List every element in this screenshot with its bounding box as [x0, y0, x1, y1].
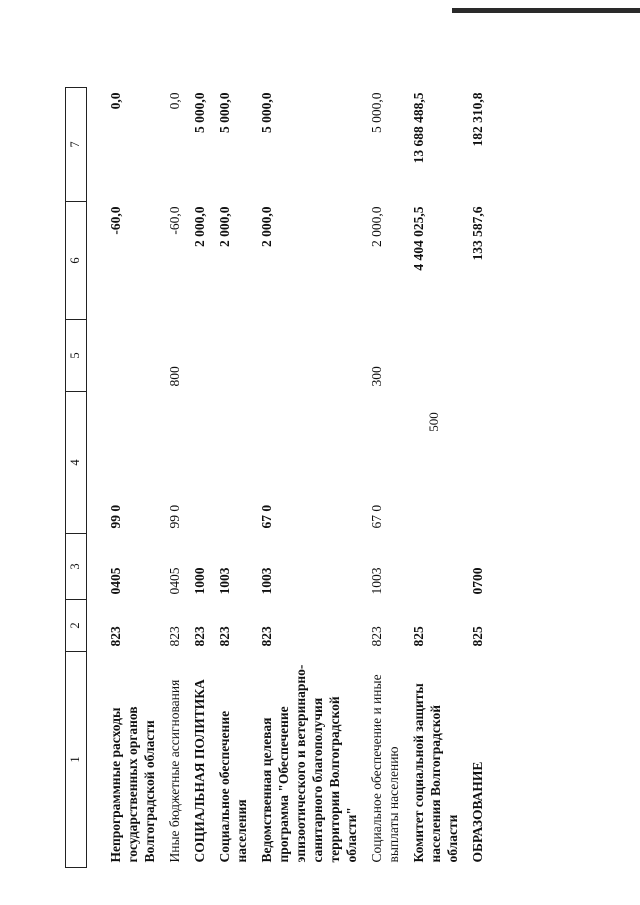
row-code: 823: [192, 626, 207, 647]
row-name: Социальное обеспечение и иные выплаты населению: [369, 674, 401, 863]
row-name: Непрограммные расходы государственных органов Волгоградской области: [108, 706, 157, 863]
table-row: [408, 88, 467, 868]
row-target: 67 0: [259, 504, 274, 529]
row-amount-a: 133 587,6: [470, 206, 485, 261]
row-name: Ведомственная целевая программа "Обеспечение эпизоотического и ветеринарно-санитарного благополучия территории Волгоградской области": [259, 664, 359, 863]
row-amount-b: 0,0: [108, 92, 123, 110]
row-amount-a: 2 000,0: [259, 206, 274, 247]
row-expense-type: [87, 320, 165, 392]
row-amount-b: 5 000,0: [192, 92, 207, 133]
column-header: 6: [66, 202, 87, 320]
row-section: 0700: [470, 567, 485, 595]
page-number: 500: [426, 412, 441, 432]
row-amount-b: 5 000,0: [217, 92, 232, 133]
row-section: 1003: [217, 567, 232, 595]
row-code: 823: [167, 626, 182, 647]
row-section: 0405: [167, 567, 182, 595]
row-amount-a: 2 000,0: [369, 206, 384, 247]
row-amount-a: 2 000,0: [192, 206, 207, 247]
table-row: [256, 88, 366, 868]
row-expense-type: [467, 320, 492, 392]
scan-edge: [452, 8, 640, 13]
table-row: [87, 88, 165, 868]
row-code: 823: [217, 626, 232, 647]
column-header: 7: [66, 88, 87, 202]
row-amount-b: 13 688 488,5: [411, 92, 426, 164]
table-row: [467, 88, 492, 868]
row-code: 823: [259, 626, 274, 647]
column-header: 4: [66, 392, 87, 534]
row-section: 1003: [369, 567, 384, 595]
row-expense-type: 800: [167, 366, 182, 387]
row-section: [408, 534, 467, 600]
row-section: 1000: [192, 567, 207, 595]
column-header: 5: [66, 320, 87, 392]
row-name: Иные бюджетные ассигнования: [167, 679, 182, 863]
table-row: [189, 88, 214, 868]
row-expense-type: 300: [369, 366, 384, 387]
column-header: 2: [66, 600, 87, 652]
row-name: СОЦИАЛЬНАЯ ПОЛИТИКА: [192, 679, 207, 863]
table-row: [164, 88, 189, 868]
row-code: 823: [108, 626, 123, 647]
rotated-page: [65, 88, 575, 868]
row-amount-a: 4 404 025,5: [411, 206, 426, 271]
row-expense-type: [408, 320, 467, 392]
row-code: 825: [470, 626, 485, 647]
row-name: ОБРАЗОВАНИЕ: [470, 761, 485, 863]
row-name: Социальное обеспечение населения: [217, 710, 249, 863]
row-target: 99 0: [167, 504, 182, 529]
row-expense-type: [256, 320, 366, 392]
budget-table: [65, 87, 492, 868]
row-expense-type: [214, 320, 256, 392]
row-section: 1003: [259, 567, 274, 595]
row-target: [408, 392, 467, 534]
row-target: [214, 392, 256, 534]
row-amount-b: 182 310,8: [470, 92, 485, 147]
row-target: 67 0: [369, 504, 384, 529]
table-row: [366, 88, 408, 868]
table-row: [214, 88, 256, 868]
row-target: 99 0: [108, 504, 123, 529]
row-amount-a: -60,0: [167, 206, 182, 235]
row-code: 825: [411, 626, 426, 647]
row-amount-b: 5 000,0: [369, 92, 384, 133]
row-target: [467, 392, 492, 534]
row-code: 823: [369, 626, 384, 647]
row-expense-type: [189, 320, 214, 392]
column-header: 3: [66, 534, 87, 600]
row-amount-a: -60,0: [108, 206, 123, 235]
row-amount-b: 5 000,0: [259, 92, 274, 133]
row-section: 0405: [108, 567, 123, 595]
table-header-row: [66, 88, 87, 868]
row-name: Комитет социальной защиты населения Волгоградской области: [411, 683, 460, 863]
row-target: [189, 392, 214, 534]
row-amount-a: 2 000,0: [217, 206, 232, 247]
row-amount-b: 0,0: [167, 92, 182, 110]
column-header: 1: [66, 652, 87, 868]
